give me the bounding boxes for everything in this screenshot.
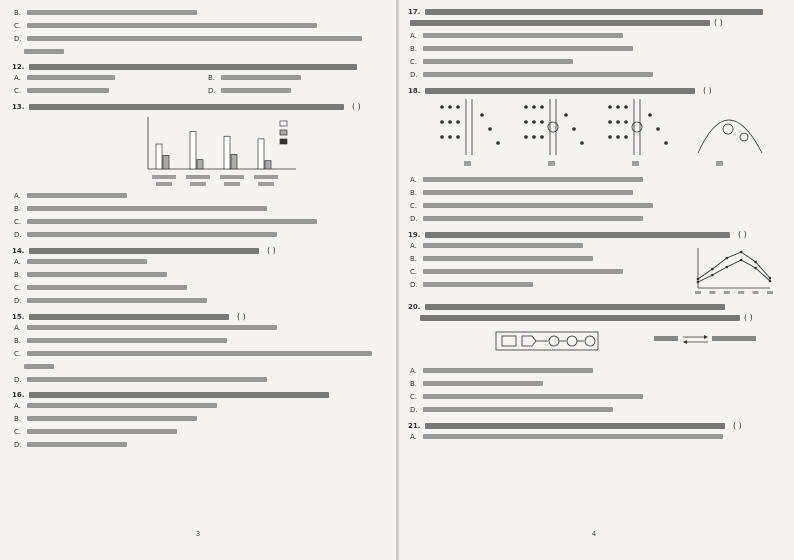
question-number: 21. — [408, 421, 421, 430]
option-letter: C. — [14, 427, 22, 436]
page-footer — [12, 530, 384, 538]
question-number: 20. — [408, 303, 421, 311]
option-b — [12, 6, 384, 19]
option-a — [12, 399, 384, 412]
question-number: 14. — [12, 246, 25, 255]
option-c — [12, 347, 384, 360]
question-17 — [408, 6, 780, 81]
option-a — [12, 71, 190, 84]
option-c — [12, 281, 384, 294]
bar-series-2-group-1 — [163, 155, 169, 169]
series-2-point — [697, 281, 700, 284]
x-tick-label — [724, 291, 730, 294]
option-c — [12, 19, 384, 32]
question-15 — [12, 310, 384, 386]
option-letter: A. — [14, 191, 21, 200]
bar-series-2-group-4 — [265, 161, 271, 169]
option-c — [12, 425, 384, 438]
category-label-line-2 — [258, 182, 274, 186]
bar-series-2-group-3 — [231, 154, 237, 169]
series-1-point — [697, 278, 700, 281]
x-tick-label — [695, 291, 701, 294]
question-13 — [12, 100, 384, 241]
left-page — [12, 6, 384, 540]
answer-bracket: ( ) — [714, 18, 723, 27]
option-letter: C. — [410, 267, 418, 276]
option-b — [206, 71, 384, 84]
option-letter: B. — [410, 188, 418, 197]
question-number: 19. — [408, 230, 421, 239]
q18-transport-figure — [408, 95, 780, 173]
question-20 — [408, 301, 780, 416]
option-d — [408, 68, 780, 81]
transport-panel-4 — [698, 120, 762, 166]
option-letter: C. — [410, 392, 418, 401]
question-number: 13. — [12, 102, 25, 111]
option-letter: D. — [410, 280, 418, 289]
legend-swatch-3 — [280, 139, 287, 144]
atp-adp-conversion-figure — [654, 335, 756, 344]
option-letter: B. — [14, 336, 22, 345]
q20-atp-figures — [408, 324, 780, 364]
question-16 — [12, 389, 384, 451]
x-tick-label — [753, 291, 759, 294]
q13-bar-chart — [12, 111, 384, 189]
option-letter: B. — [410, 254, 418, 263]
category-label-line-2 — [190, 182, 206, 186]
option-a — [408, 29, 780, 42]
category-label — [152, 175, 176, 179]
q19-line-chart — [684, 242, 776, 300]
series-2-point — [711, 274, 714, 277]
option-d — [12, 373, 384, 386]
option-letter: A. — [410, 175, 417, 184]
option-letter: D. — [410, 214, 418, 223]
option-c — [12, 215, 384, 228]
series-2-point — [754, 267, 757, 270]
option-b — [12, 412, 384, 425]
x-tick-label — [738, 291, 744, 294]
question-number: 16. — [12, 391, 25, 399]
option-letter: C. — [410, 57, 418, 66]
series-2-point — [726, 266, 729, 269]
option-letter: D. — [14, 375, 22, 384]
option-letter: A. — [410, 432, 417, 441]
option-letter: D. — [14, 296, 22, 305]
option-letter: A. — [14, 73, 21, 82]
answer-bracket: ( ) — [733, 421, 742, 430]
category-label — [254, 175, 278, 179]
category-label-line-2 — [156, 182, 172, 186]
option-a — [408, 173, 780, 186]
bar-series-1-group-3 — [224, 136, 230, 169]
option-letter: D. — [410, 405, 418, 414]
series-2-point — [740, 259, 743, 262]
option-letter: A. — [410, 241, 417, 250]
option-d — [12, 438, 384, 451]
question-18 — [408, 84, 780, 225]
option-d — [12, 294, 384, 307]
atp-structure-figure — [496, 332, 598, 350]
bar-series-2-group-2 — [197, 160, 203, 169]
option-a — [12, 189, 384, 202]
option-letter: B. — [208, 73, 216, 82]
question-19 — [408, 228, 780, 298]
series-1-point — [769, 277, 772, 280]
transport-panel-2 — [524, 99, 584, 166]
option-letter: A. — [410, 366, 417, 375]
option-letter: C. — [14, 21, 22, 30]
answer-bracket: ( ) — [267, 246, 276, 255]
option-d — [12, 32, 384, 45]
series-1-point — [740, 251, 743, 254]
option-letter: A. — [410, 31, 417, 40]
option-b — [408, 377, 780, 390]
category-label — [220, 175, 244, 179]
series-line-1 — [698, 252, 770, 279]
page-fold — [396, 0, 399, 560]
x-tick-label — [767, 291, 773, 294]
option-d — [206, 84, 384, 97]
series-1-point — [726, 257, 729, 260]
answer-bracket: ( ) — [738, 230, 747, 239]
option-d — [12, 228, 384, 241]
question-14 — [12, 244, 384, 307]
category-label — [186, 175, 210, 179]
page-number: 3 — [195, 530, 201, 538]
transport-panel-3 — [608, 99, 668, 166]
x-tick-label — [709, 291, 715, 294]
option-letter: B. — [14, 204, 22, 213]
answer-bracket: ( ) — [237, 312, 246, 321]
series-1-point — [754, 261, 757, 264]
answer-bracket: ( ) — [703, 86, 712, 95]
legend-swatch-1 — [280, 121, 287, 126]
bar-series-1-group-1 — [156, 144, 162, 169]
option-letter: C. — [14, 283, 22, 292]
option-letter: D. — [410, 70, 418, 79]
option-letter: C. — [14, 349, 22, 358]
option-b — [408, 42, 780, 55]
option-c — [408, 390, 780, 403]
option-d — [408, 403, 780, 416]
option-letter: B. — [14, 414, 22, 423]
series-1-point — [711, 268, 714, 271]
bar-series-1-group-2 — [190, 132, 196, 169]
option-a — [12, 255, 384, 268]
option-a — [12, 321, 384, 334]
page-footer — [408, 530, 780, 538]
answer-bracket: ( ) — [352, 102, 361, 111]
option-c — [408, 199, 780, 212]
category-label-line-2 — [224, 182, 240, 186]
option-letter: C. — [410, 201, 418, 210]
option-letter: D. — [208, 86, 216, 95]
answer-bracket: ( ) — [744, 313, 753, 322]
option-b — [12, 334, 384, 347]
option-letter: B. — [14, 270, 22, 279]
option-letter: C. — [14, 86, 22, 95]
option-letter: D. — [14, 34, 22, 43]
option-a — [408, 364, 780, 377]
bar-series-1-group-4 — [258, 139, 264, 169]
series-2-point — [769, 280, 772, 283]
option-letter: B. — [14, 8, 22, 17]
option-b — [12, 202, 384, 215]
option-letter: A. — [14, 257, 21, 266]
option-letter: D. — [14, 440, 22, 449]
option-b — [408, 186, 780, 199]
option-b — [12, 268, 384, 281]
page-number: 4 — [591, 530, 597, 538]
option-c — [12, 84, 190, 97]
option-letter: A. — [14, 323, 21, 332]
option-letter: B. — [410, 379, 418, 388]
option-c — [408, 55, 780, 68]
question-21 — [408, 419, 780, 443]
question-number: 17. — [408, 8, 421, 16]
question-number: 12. — [12, 63, 25, 71]
option-letter: C. — [14, 217, 22, 226]
transport-panel-1 — [440, 99, 500, 166]
option-d — [408, 212, 780, 225]
question-number: 15. — [12, 312, 25, 321]
option-a — [408, 430, 780, 443]
legend-swatch-2 — [280, 130, 287, 135]
right-page — [408, 6, 780, 540]
question-number: 18. — [408, 86, 421, 95]
option-letter: D. — [14, 230, 22, 239]
question-12 — [12, 61, 384, 97]
option-letter: A. — [14, 401, 21, 410]
question-11-continued — [12, 6, 384, 58]
option-letter: B. — [410, 44, 418, 53]
